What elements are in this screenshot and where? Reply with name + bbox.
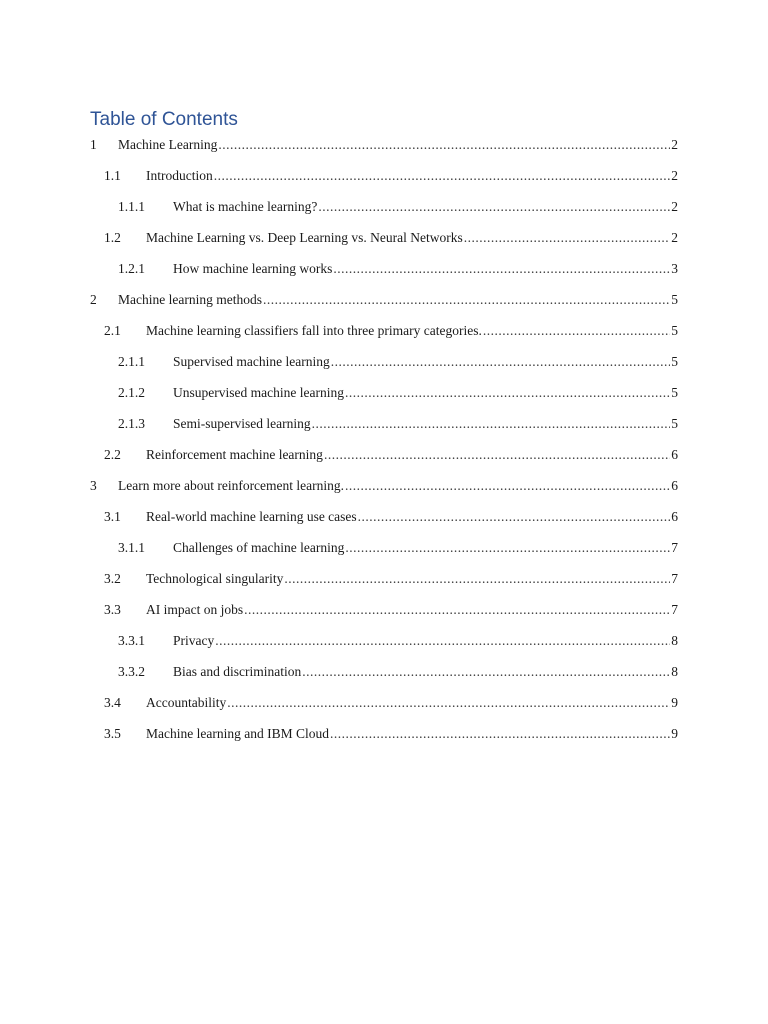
toc-entry[interactable]	[0, 258, 768, 289]
toc-entry-text[interactable]: What is machine learning?	[173, 199, 318, 214]
toc-entry-page-number: 6	[671, 478, 678, 493]
toc-entry-number: 2	[90, 292, 97, 307]
toc-entry[interactable]	[0, 661, 768, 692]
toc-entry-text[interactable]: Learn more about reinforcement learning.	[118, 478, 345, 493]
toc-entry[interactable]	[0, 413, 768, 444]
toc-entry-text[interactable]: Supervised machine learning	[173, 354, 330, 369]
toc-entry[interactable]	[0, 568, 768, 599]
toc-entry-number: 3.3	[104, 602, 121, 617]
toc-entry-line	[104, 445, 678, 465]
toc-entry-text[interactable]: Unsupervised machine learning	[173, 385, 344, 400]
toc-dot-leader	[227, 693, 670, 713]
toc-entry-text[interactable]: Technological singularity	[146, 571, 284, 586]
toc-entry-page-number: 3	[671, 261, 678, 276]
toc-entry[interactable]	[0, 196, 768, 227]
toc-entry-page-number: 7	[671, 540, 678, 555]
toc-entry-page-number: 5	[671, 416, 678, 431]
toc-entry-text[interactable]: Machine Learning	[118, 137, 218, 152]
toc-entry[interactable]	[0, 630, 768, 661]
toc-entry-page-number: 5	[671, 385, 678, 400]
toc-entry-text[interactable]: Introduction	[146, 168, 213, 183]
toc-dot-leader	[214, 166, 671, 186]
toc-entry-line	[104, 600, 678, 620]
toc-dot-leader	[215, 631, 670, 651]
toc-entry-line	[104, 569, 678, 589]
toc-entry-page-number: 2	[671, 199, 678, 214]
toc-entry[interactable]	[0, 475, 768, 506]
toc-entry[interactable]	[0, 444, 768, 475]
toc-entry-text[interactable]: Challenges of machine learning	[173, 540, 345, 555]
toc-entry-page-number: 2	[671, 230, 678, 245]
toc-dot-leader	[333, 259, 670, 279]
toc-entry[interactable]	[0, 134, 768, 165]
toc-entry-line	[104, 166, 678, 186]
toc-entry-number: 1.2.1	[118, 261, 145, 276]
toc-entry-number: 1.1	[104, 168, 121, 183]
toc-entry-page-number: 7	[671, 571, 678, 586]
toc-entry-number: 3.4	[104, 695, 121, 710]
toc-entry[interactable]	[0, 351, 768, 382]
toc-dot-leader	[331, 352, 671, 372]
toc-entry-number: 2.1.1	[118, 354, 145, 369]
toc-entry-text[interactable]: Semi-supervised learning	[173, 416, 311, 431]
toc-dot-leader	[218, 135, 670, 155]
toc-entry-number: 3.3.1	[118, 633, 145, 648]
toc-entry-number: 2.1	[104, 323, 121, 338]
toc-entry-number: 1.2	[104, 230, 121, 245]
toc-dot-leader	[345, 538, 670, 558]
toc-entry-page-number: 9	[671, 726, 678, 741]
toc-entry-line	[104, 724, 678, 744]
toc-dot-leader	[324, 445, 670, 465]
toc-entry[interactable]	[0, 289, 768, 320]
toc-entry-text[interactable]: Privacy	[173, 633, 215, 648]
toc-entry-text[interactable]: Machine learning and IBM Cloud	[146, 726, 329, 741]
toc-entry-page-number: 2	[671, 137, 678, 152]
toc-dot-leader	[244, 600, 670, 620]
toc-entry-number: 3.2	[104, 571, 121, 586]
table-of-contents	[0, 134, 768, 754]
toc-entry-line	[118, 538, 678, 558]
toc-entry[interactable]	[0, 506, 768, 537]
toc-title: Table of Contents	[90, 109, 238, 130]
toc-entry-text[interactable]: Machine learning classifiers fall into three primary categories.	[146, 323, 482, 338]
toc-dot-leader	[464, 228, 670, 248]
toc-entry-page-number: 5	[671, 323, 678, 338]
toc-entry[interactable]	[0, 723, 768, 754]
toc-entry-page-number: 9	[671, 695, 678, 710]
toc-entry-text[interactable]: How machine learning works	[173, 261, 333, 276]
toc-entry-line	[104, 228, 678, 248]
toc-entry-line	[118, 414, 678, 434]
toc-entry-number: 2.1.3	[118, 416, 145, 431]
toc-entry-text[interactable]: Reinforcement machine learning	[146, 447, 323, 462]
toc-dot-leader	[345, 476, 670, 496]
toc-entry-line	[118, 383, 678, 403]
toc-dot-leader	[312, 414, 671, 434]
toc-entry-line	[104, 693, 678, 713]
toc-entry-number: 3.1.1	[118, 540, 145, 555]
toc-dot-leader	[284, 569, 670, 589]
toc-entry-page-number: 7	[671, 602, 678, 617]
toc-entry-number: 3.1	[104, 509, 121, 524]
toc-entry-page-number: 5	[671, 354, 678, 369]
toc-entry-line	[118, 259, 678, 279]
toc-entry-text[interactable]: Accountability	[146, 695, 227, 710]
toc-entry[interactable]	[0, 165, 768, 196]
toc-entry-line	[104, 321, 678, 341]
toc-entry-number: 2.1.2	[118, 385, 145, 400]
toc-entry-line	[118, 631, 678, 651]
toc-entry-page-number: 5	[671, 292, 678, 307]
toc-entry-number: 3.5	[104, 726, 121, 741]
toc-entry-number: 3	[90, 478, 97, 493]
toc-entry[interactable]	[0, 537, 768, 568]
toc-entry[interactable]	[0, 227, 768, 258]
toc-entry-number: 3.3.2	[118, 664, 145, 679]
toc-entry[interactable]	[0, 692, 768, 723]
toc-entry-number: 2.2	[104, 447, 121, 462]
toc-entry-text[interactable]: Machine learning methods	[118, 292, 262, 307]
toc-entry-number: 1.1.1	[118, 199, 145, 214]
toc-entry-line	[118, 352, 678, 372]
toc-dot-leader	[358, 507, 671, 527]
toc-entry-line	[118, 197, 678, 217]
toc-dot-leader	[263, 290, 670, 310]
toc-entry-text[interactable]: Machine Learning vs. Deep Learning vs. Neural Networks	[146, 230, 463, 245]
toc-dot-leader	[318, 197, 670, 217]
toc-entry[interactable]	[0, 382, 768, 413]
toc-dot-leader	[483, 321, 670, 341]
toc-dot-leader	[330, 724, 670, 744]
toc-dot-leader	[345, 383, 670, 403]
toc-entry-text[interactable]: Real-world machine learning use cases	[146, 509, 357, 524]
toc-entry-page-number: 6	[671, 509, 678, 524]
toc-entry-line	[90, 290, 678, 310]
toc-entry-page-number: 8	[671, 664, 678, 679]
toc-entry-page-number: 8	[671, 633, 678, 648]
toc-entry-number: 1	[90, 137, 97, 152]
toc-entry-page-number: 2	[671, 168, 678, 183]
toc-dot-leader	[302, 662, 670, 682]
toc-entry-line	[90, 135, 678, 155]
toc-entry-line	[90, 476, 678, 496]
toc-entry-text[interactable]: AI impact on jobs	[146, 602, 244, 617]
toc-entry[interactable]	[0, 599, 768, 630]
toc-entry-text[interactable]: Bias and discrimination	[173, 664, 302, 679]
toc-entry-line	[118, 662, 678, 682]
toc-entry-page-number: 6	[671, 447, 678, 462]
toc-entry[interactable]	[0, 320, 768, 351]
toc-entry-line	[104, 507, 678, 527]
